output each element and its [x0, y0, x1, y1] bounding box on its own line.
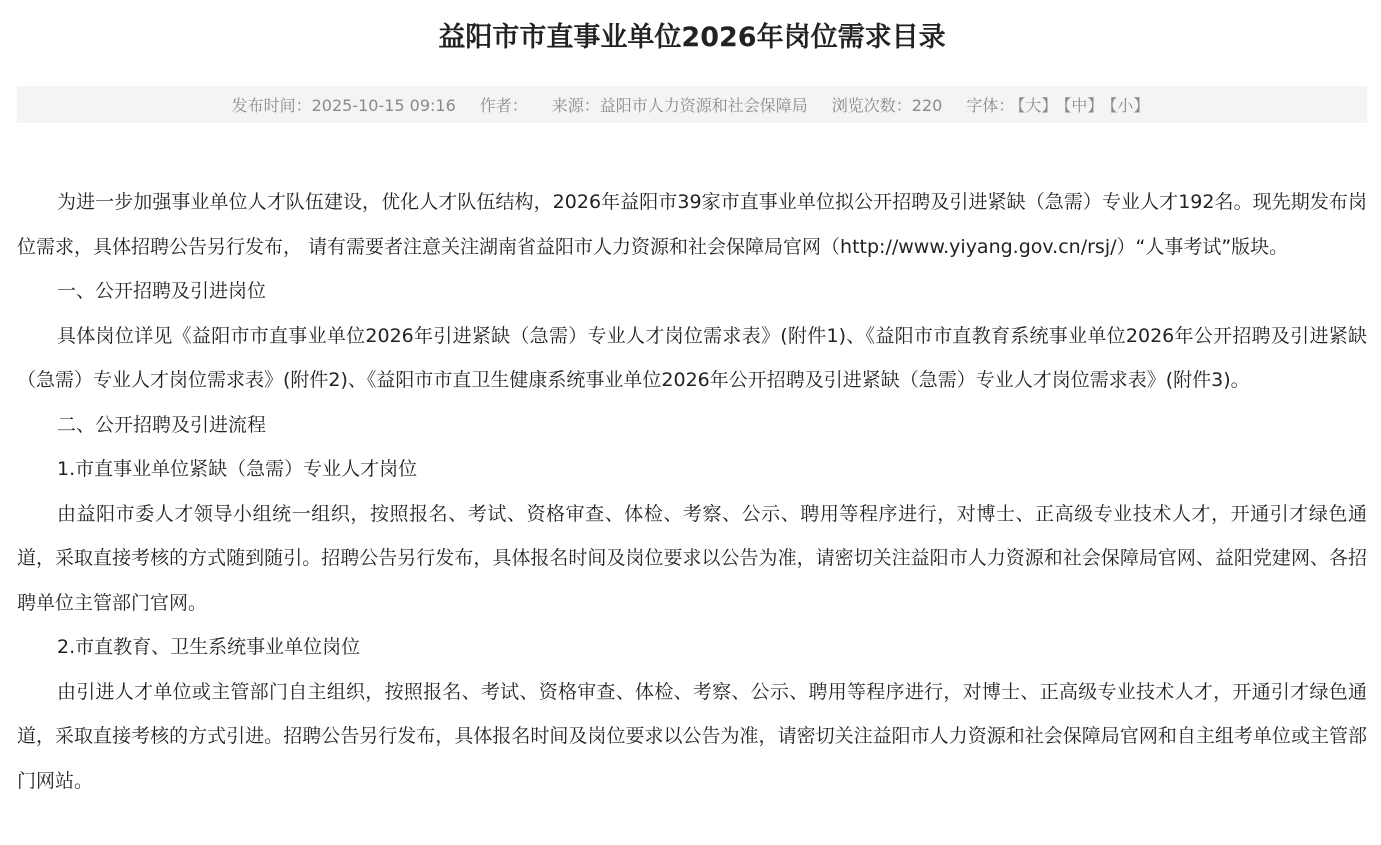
article-meta-bar: [17, 86, 1367, 123]
paragraph-positions-detail: 具体岗位详见《益阳市市直事业单位2026年引进紧缺（急需）专业人才岗位需求表》(附件1)、《益阳市市直教育系统事业单位2026年公开招聘及引进紧缺（急需）专业人才岗位需求表》(附件2)、《益阳市市直卫生健康系统事业单位2026年公开招聘及引进紧缺（急需）专业人才岗位需求表》(附件3)。: [17, 324, 1367, 391]
paragraph-education-health-process: 由引进人才单位或主管部门自主组织，按照报名、考试、资格审查、体检、考察、公示、聘用等程序进行，对博士、正高级专业技术人才，开通引才绿色通道，采取直接考核的方式引进。招聘公告另行发布，具体报名时间及岗位要求以公告为准，请密切关注益阳市人力资源和社会保障局官网和自主组考单位或主管部门网站。: [17, 680, 1367, 792]
font-size-small-button[interactable]: 【小】: [1109, 96, 1150, 115]
publish-time: 发布时间：2025-10-15 09:16: [231, 96, 456, 115]
rsj-website-link[interactable]: http://www.yiyang.gov.cn/rsj/: [840, 235, 1117, 258]
subheading-shortage-positions: 1.市直事业单位紧缺（急需）专业人才岗位: [57, 458, 418, 480]
subheading-education-health-positions: 2.市直教育、卫生系统事业单位岗位: [57, 636, 361, 658]
paragraph-intro: [17, 180, 1367, 269]
view-count: 浏览次数：220: [831, 96, 943, 115]
paragraph-shortage-process: 由益阳市委人才领导小组统一组织，按照报名、考试、资格审查、体检、考察、公示、聘用等程序进行，对博士、正高级专业技术人才，开通引才绿色通道，采取直接考核的方式随到随引。招聘公告另行发布，具体报名时间及岗位要求以公告为准，请密切关注益阳市人力资源和社会保障局官网、益阳党建网、各招聘单位主管部门官网。: [17, 502, 1367, 614]
article-body: [17, 180, 1367, 803]
section-heading-process: 二、公开招聘及引进流程: [57, 413, 267, 436]
font-size-large-button[interactable]: 【大】: [1017, 96, 1058, 115]
intro-text-end: ）“人事考试”版块。: [1116, 235, 1289, 258]
intro-text: 为进一步加强事业单位人才队伍建设，优化人才队伍结构，2026年益阳市39家市直事业单位拟公开招聘及引进紧缺（急需）专业人才192名。现先期发布岗位需求，具体招聘公告另行发布， 请有需要者注意关注湖南省益阳市人力资源和社会保障局官网（: [17, 191, 1367, 258]
font-size-medium-button[interactable]: 【中】: [1063, 96, 1104, 115]
font-size-controls: [966, 93, 1152, 116]
page-title: 益阳市市直事业单位2026年岗位需求目录: [438, 22, 946, 53]
article: [17, 0, 1367, 792]
author: 作者：: [479, 96, 528, 115]
font-size-label: 字体：: [966, 96, 1015, 115]
source: 来源：益阳市人力资源和社会保障局: [551, 96, 808, 115]
section-heading-positions: 一、公开招聘及引进岗位: [57, 280, 267, 302]
